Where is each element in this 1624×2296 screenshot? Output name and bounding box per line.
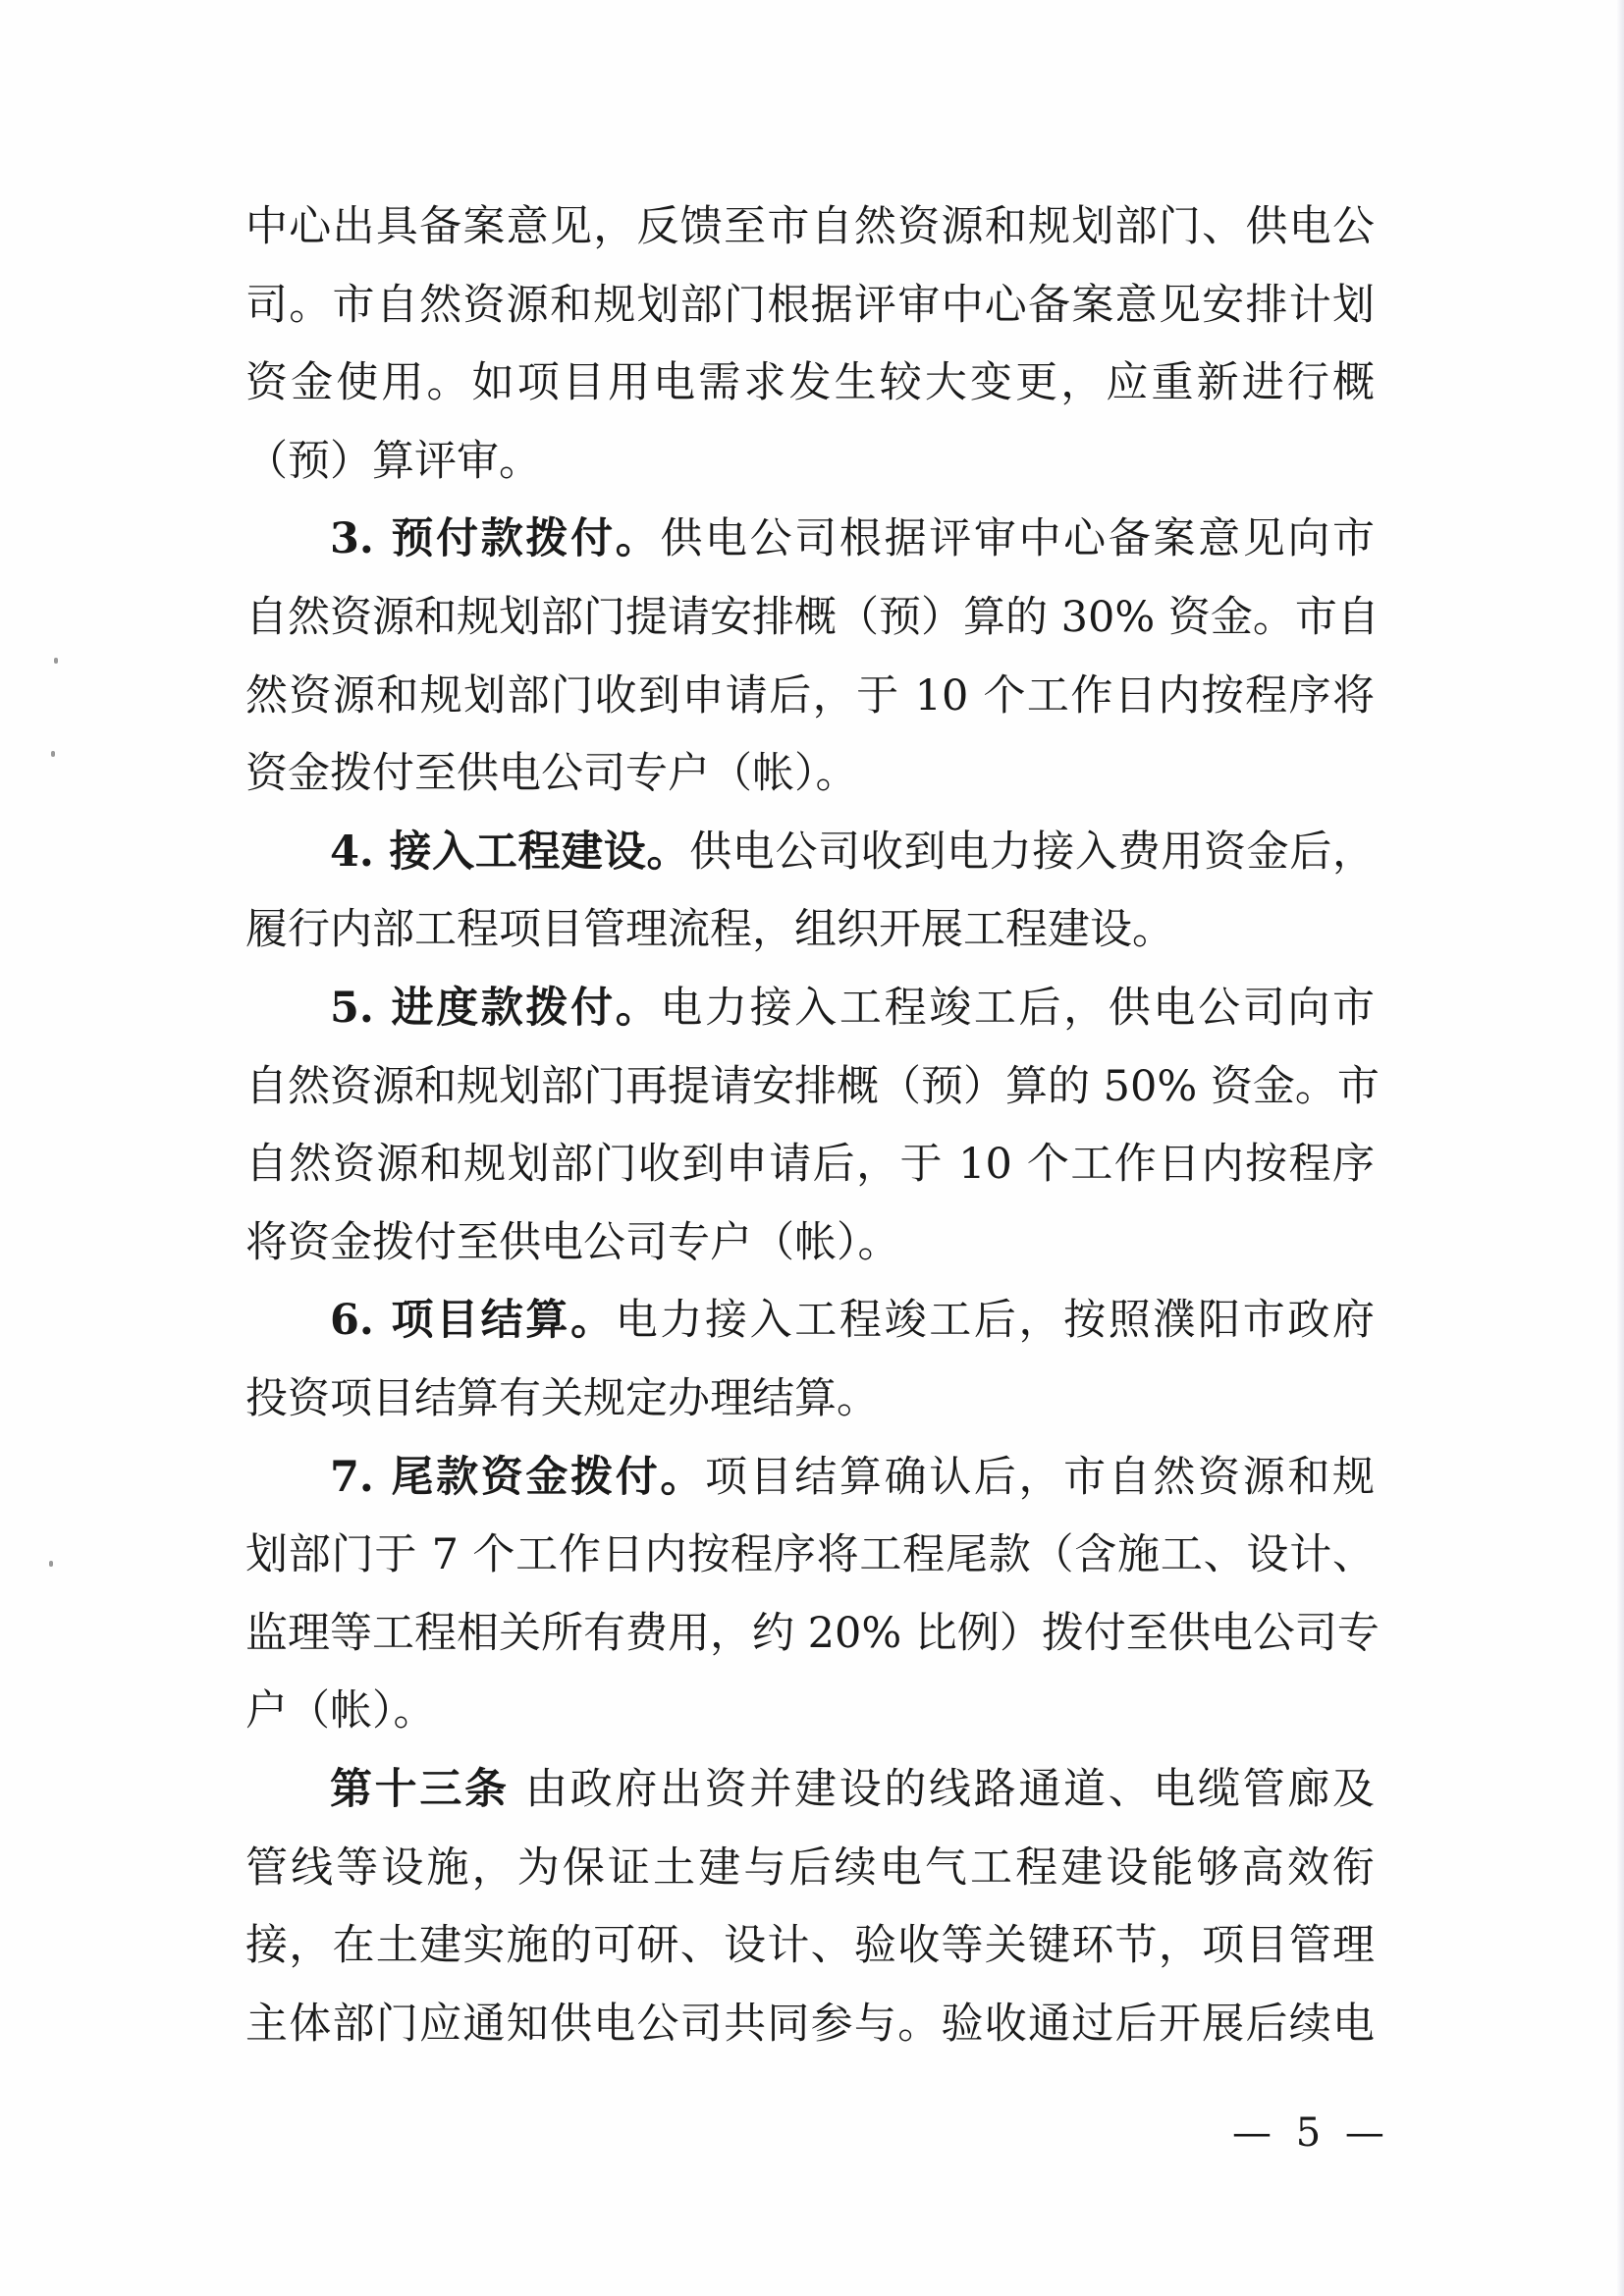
line-text: 资金拨付至供电公司专户（帐）。 [245, 749, 858, 799]
line-text: 电力接入工程竣工后，供电公司向市 [660, 984, 1375, 1033]
text-line [245, 500, 1375, 578]
line-text: 供电公司收到电力接入费用资金后， [689, 827, 1375, 877]
text-line [245, 813, 1375, 891]
bold-heading: 3. 预付款拨付。 [330, 514, 661, 564]
line-text: 管线等设施，为保证土建与后续电气工程建设能够高效衔 [245, 1842, 1375, 1893]
line-text: 由政府出资并建设的线路通道、电缆管廊及 [509, 1765, 1376, 1814]
bold-heading: 5. 进度款拨付。 [330, 984, 661, 1033]
line-text: 自然资源和规划部门提请安排概（预）算的 30% 资金。市自 [245, 593, 1380, 642]
text-line [245, 1672, 1375, 1750]
bold-heading: 7. 尾款资金拨付。 [330, 1452, 705, 1502]
line-text: 司。市自然资源和规划部门根据评审中心备案意见安排计划 [245, 280, 1375, 330]
line-text: 监理等工程相关所有费用，约 20% 比例）拨付至供电公司专 [245, 1608, 1380, 1658]
line-text: 投资项目结算有关规定办理结算。 [245, 1374, 879, 1423]
line-text: 划部门于 7 个工作日内按程序将工程尾款（含施工、设计、 [245, 1530, 1375, 1580]
text-line [245, 1985, 1375, 2063]
text-line [245, 734, 1375, 813]
scan-speck [54, 658, 58, 664]
scan-edge [1616, 0, 1624, 2296]
bold-heading: 第十三条 [330, 1765, 510, 1814]
line-text: 中心出具备案意见，反馈至市自然资源和规划部门、供电公 [245, 202, 1375, 251]
text-line [245, 1360, 1375, 1438]
text-line [245, 1829, 1375, 1907]
scan-speck [49, 1561, 53, 1567]
line-text: 供电公司根据评审中心备案意见向市 [660, 514, 1375, 564]
bold-heading: 6. 项目结算。 [330, 1296, 616, 1346]
text-line [245, 1203, 1375, 1282]
text-line [245, 1516, 1375, 1594]
text-line [245, 1125, 1375, 1203]
line-text: 接，在土建实施的可研、设计、验收等关键环节，项目管理 [245, 1921, 1375, 1971]
scan-speck [51, 751, 55, 757]
line-text: 履行内部工程项目管理流程，组织开展工程建设。 [245, 905, 1174, 955]
line-text: （预）算评审。 [245, 436, 541, 486]
text-line [245, 266, 1375, 345]
text-line [245, 1281, 1375, 1360]
text-line [245, 969, 1375, 1047]
text-line [245, 1750, 1375, 1829]
text-line [245, 578, 1380, 657]
text-line [245, 187, 1375, 266]
text-line [245, 344, 1375, 422]
line-text: 户（帐）。 [245, 1686, 436, 1736]
bold-heading: 4. 接入工程建设。 [330, 827, 690, 877]
line-text: 资金使用。如项目用电需求发生较大变更，应重新进行概 [245, 358, 1375, 408]
text-line [245, 1594, 1380, 1673]
text-line [245, 890, 1375, 969]
line-text: 自然资源和规划部门收到申请后，于 10 个工作日内按程序 [245, 1140, 1375, 1190]
line-text: 主体部门应通知供电公司共同参与。验收通过后开展后续电 [245, 1999, 1375, 2049]
text-line [245, 1438, 1375, 1517]
line-text: 项目结算确认后，市自然资源和规 [705, 1452, 1375, 1502]
text-line [245, 1047, 1380, 1126]
text-line [245, 1906, 1375, 1985]
line-text: 电力接入工程竣工后，按照濮阳市政府 [615, 1296, 1375, 1346]
line-text: 自然资源和规划部门再提请安排概（预）算的 50% 资金。市 [245, 1061, 1380, 1111]
line-text: 然资源和规划部门收到申请后，于 10 个工作日内按程序将 [245, 670, 1375, 721]
line-text: 将资金拨付至供电公司专户（帐）。 [245, 1217, 900, 1267]
text-line [245, 422, 1375, 501]
page-number: — 5 — [1232, 2110, 1390, 2156]
text-line [245, 657, 1375, 735]
